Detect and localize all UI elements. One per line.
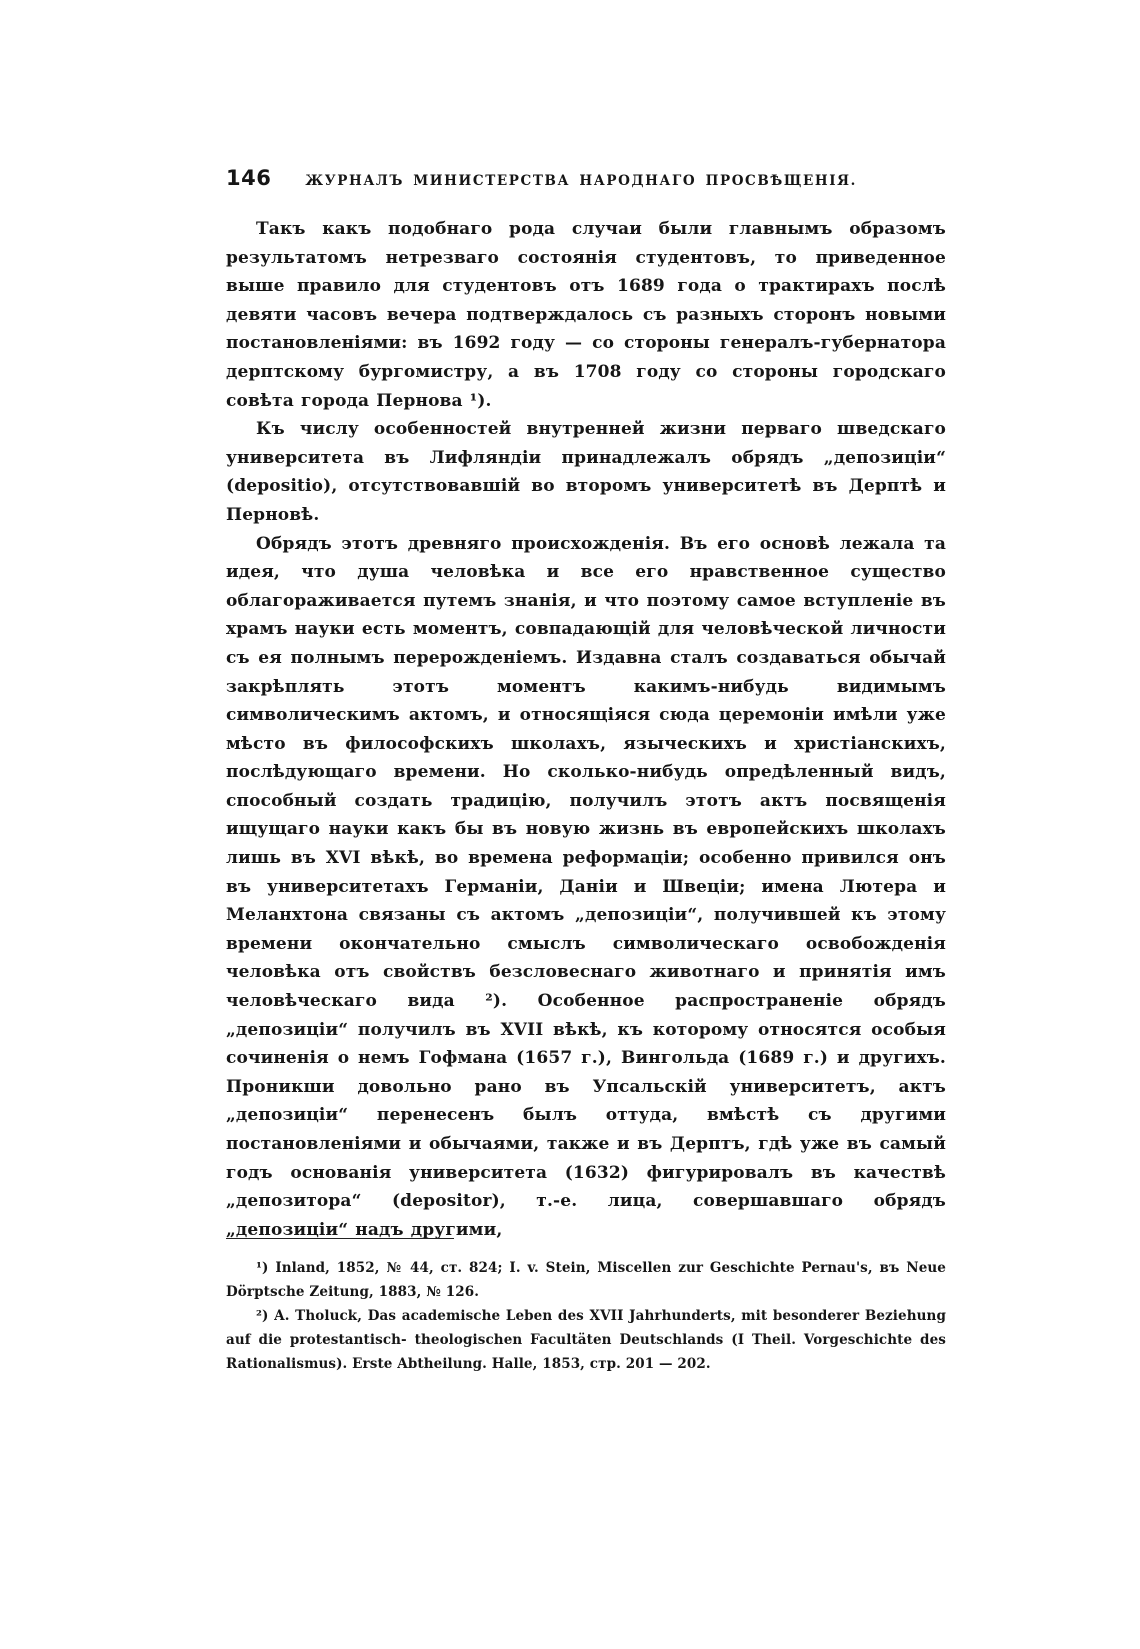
footnote: ²) A. Tholuck, Das academische Leben des XVII Jahrhunderts, mit besonderer Beziehung auf die protestantisch- theologischen Facultäten Deutschlands (I Theil. Vorgeschichte des Rationalismus). Erste Abtheilung. Halle, 1853, стр. 201 — 202.: [226, 1308, 946, 1372]
running-title: ЖУРНАЛЪ МИНИСТЕРСТВА НАРОДНАГО ПРОСВѢЩЕНІЯ.: [305, 173, 857, 189]
footnote-divider: [226, 1238, 454, 1239]
page-header: [226, 166, 946, 198]
paragraph: Къ числу особенностей внутренней жизни перваго шведскаго университета въ Лифляндіи принадлежалъ обрядъ „депозиціи“ (depositio), отсутствовавшій во второмъ университетѣ въ Дерптѣ и Перновѣ.: [226, 419, 946, 525]
page-number: 146: [226, 166, 272, 190]
paragraph: Такъ какъ подобнаго рода случаи были главнымъ образомъ результатомъ нетрезваго состоянія студентовъ, то приведенное выше правило для студентовъ отъ 1689 года о трактирахъ послѣ девяти часовъ вечера подтверждалось съ разныхъ сторонъ новыми постановленіями: въ 1692 году — со стороны генералъ-губернатора дерптскому бургомистру, а въ 1708 году со стороны городскаго совѣта города Пернова ¹).: [226, 219, 946, 411]
main-text: [226, 215, 946, 1244]
paragraph: Обрядъ этотъ древняго происхожденія. Въ его основѣ лежала та идея, что душа человѣка и все его нравственное существо облагораживается путемъ знанія, и что поэтому самое вступленіе въ храмъ науки есть моментъ, совпадающій для человѣческой личности съ ея полнымъ перерожденіемъ. Издавна сталъ создаваться обычай закрѣплять этотъ моментъ какимъ-нибудь видимымъ символическимъ актомъ, и относящіяся сюда церемоніи имѣли уже мѣсто въ философскихъ школахъ, языческихъ и христіанскихъ, послѣдующаго времени. Но сколько-нибудь опредѣленный видъ, способный создать традицію, получилъ этотъ актъ посвященія ищущаго науки какъ бы въ новую жизнь въ европейскихъ школахъ лишь въ XVI вѣкѣ, во времена реформаціи; особенно привился онъ въ университетахъ Германіи, Даніи и Швеціи; имена Лютера и Меланхтона связаны съ актомъ „депозиціи“, получившей къ этому времени окончательно смыслъ символическаго освобожденія человѣка отъ свойствъ безсловеснаго животнаго и принятія имъ человѣческаго вида ²). Особенное распространеніе обрядъ „депозиціи“ получилъ въ XVII вѣкѣ, къ которому относятся особыя сочиненія о немъ Гофмана (1657 г.), Вингольда (1689 г.) и другихъ. Проникши довольно рано въ Упсальскій университетъ, актъ „депозиціи“ перенесенъ былъ оттуда, вмѣстѣ съ другими постановленіями и обычаями, также и въ Дерптъ, гдѣ уже въ самый годъ основанія университета (1632) фигурировалъ въ качествѣ „депозитора“ (depositor), т.-е. лица, совершавшаго обрядъ „депозиціи“ надъ другими,: [226, 533, 946, 1240]
footnote: ¹) Inland, 1852, № 44, ст. 824; I. v. Stein, Miscellen zur Geschichte Pernau's, въ Neue Dörptsche Zeitung, 1883, № 126.: [226, 1260, 946, 1300]
footnotes: [226, 1256, 946, 1376]
